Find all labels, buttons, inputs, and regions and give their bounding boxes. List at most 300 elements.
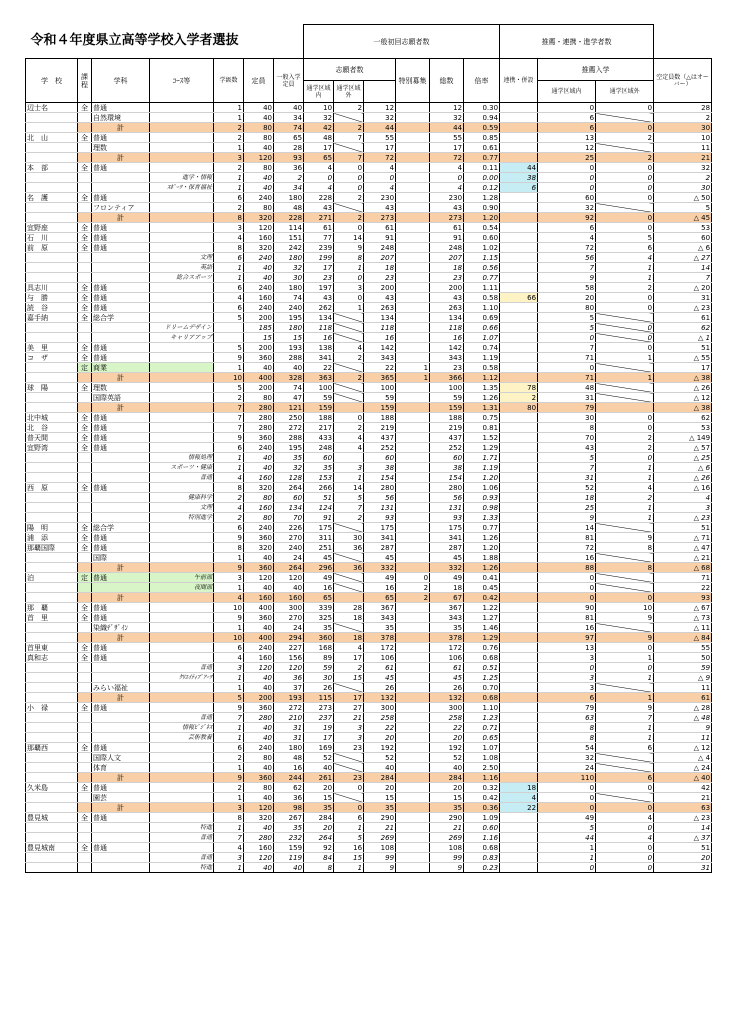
cell-subj bbox=[92, 183, 150, 193]
cell-spec bbox=[396, 343, 430, 353]
cell-a-sum: 284 bbox=[364, 773, 396, 783]
cell-spec bbox=[396, 203, 430, 213]
table-row bbox=[26, 723, 712, 733]
cell-cap: 80 bbox=[244, 163, 274, 173]
cell-a-in: 23 bbox=[304, 273, 334, 283]
cell-cap: 160 bbox=[244, 593, 274, 603]
cell-ratio: 0.68 bbox=[464, 653, 500, 663]
cell-a-sum: 12 bbox=[364, 103, 396, 113]
cell-renkei bbox=[500, 723, 538, 733]
cell-school: 那 覇 bbox=[26, 603, 78, 613]
cell-vac: 2 bbox=[654, 113, 712, 123]
cell-s-in: 5 bbox=[538, 323, 596, 333]
cell-s-out: 2 bbox=[596, 153, 654, 163]
cell-spec bbox=[396, 663, 430, 673]
cell-cls: 1 bbox=[214, 723, 244, 733]
cell-renkei: 2 bbox=[500, 393, 538, 403]
cell-cap: 80 bbox=[244, 493, 274, 503]
cell-s-in: 0 bbox=[538, 363, 596, 373]
cell-prog: 全 bbox=[78, 613, 92, 623]
cell-s-in: 0 bbox=[538, 663, 596, 673]
cell-vac: 14 bbox=[654, 263, 712, 273]
cell-gen: 232 bbox=[274, 833, 304, 843]
cell-s-out: 2 bbox=[596, 133, 654, 143]
cell-ratio: 0.66 bbox=[464, 323, 500, 333]
cell-a-out: 18 bbox=[334, 613, 364, 623]
cell-s-out: 6 bbox=[596, 743, 654, 753]
cell-school bbox=[26, 253, 78, 263]
cell-subj: 普通 bbox=[92, 423, 150, 433]
cell-s-in: 5 bbox=[538, 823, 596, 833]
cell-a-sum: 44 bbox=[364, 123, 396, 133]
cell-tot: 61 bbox=[430, 223, 464, 233]
cell-school bbox=[26, 393, 78, 403]
cell-renkei bbox=[500, 643, 538, 653]
cell-vac: 51 bbox=[654, 843, 712, 853]
cell-cls: 10 bbox=[214, 603, 244, 613]
cell-school: 辺士名 bbox=[26, 103, 78, 113]
table-row bbox=[26, 173, 712, 183]
cell-a-sum: 269 bbox=[364, 833, 396, 843]
cell-course bbox=[150, 783, 214, 793]
cell-a-sum: 106 bbox=[364, 653, 396, 663]
cell-course bbox=[150, 603, 214, 613]
col-suisen-in: 通学区域内 bbox=[538, 81, 596, 103]
cell-a-sum: 365 bbox=[364, 373, 396, 383]
cell-a-out: 28 bbox=[334, 603, 364, 613]
cell-school: 西 原 bbox=[26, 483, 78, 493]
cell-vac: 60 bbox=[654, 233, 712, 243]
cell-a-sum: 45 bbox=[364, 673, 396, 683]
cell-a-sum: 132 bbox=[364, 693, 396, 703]
table-row bbox=[26, 823, 712, 833]
cell-s-in: 48 bbox=[538, 383, 596, 393]
cell-cls: 1 bbox=[214, 263, 244, 273]
cell-renkei: 38 bbox=[500, 173, 538, 183]
cell-a-out: 30 bbox=[334, 533, 364, 543]
cell-subj: 普通 bbox=[92, 293, 150, 303]
cell-s-out bbox=[596, 203, 654, 213]
cell-s-in: 5 bbox=[538, 313, 596, 323]
cell-renkei bbox=[500, 573, 538, 583]
cell-a-out: 36 bbox=[334, 563, 364, 573]
cell-ratio: 1.07 bbox=[464, 743, 500, 753]
cell-course bbox=[150, 443, 214, 453]
cell-spec bbox=[396, 353, 430, 363]
cell-subj: 普通 bbox=[92, 843, 150, 853]
cell-gen: 272 bbox=[274, 423, 304, 433]
cell-a-out bbox=[334, 313, 364, 323]
cell-vac: △ 11 bbox=[654, 623, 712, 633]
cell-course bbox=[150, 643, 214, 653]
cell-a-in: 89 bbox=[304, 653, 334, 663]
cell-a-out: 3 bbox=[334, 723, 364, 733]
cell-spec bbox=[396, 643, 430, 653]
table-body bbox=[26, 103, 712, 873]
table-row bbox=[26, 103, 712, 113]
cell-a-in: 199 bbox=[304, 253, 334, 263]
cell-gen: 36 bbox=[274, 673, 304, 683]
cell-cap: 240 bbox=[244, 523, 274, 533]
cell-renkei bbox=[500, 333, 538, 343]
cell-gen: 264 bbox=[274, 483, 304, 493]
cell-s-out: 0 bbox=[596, 293, 654, 303]
cell-s-out: 8 bbox=[596, 563, 654, 573]
cell-prog bbox=[78, 763, 92, 773]
cell-renkei bbox=[500, 773, 538, 783]
cell-gen: 114 bbox=[274, 223, 304, 233]
cell-gen: 267 bbox=[274, 813, 304, 823]
cell-a-out: 2 bbox=[334, 513, 364, 523]
cell-subj bbox=[92, 493, 150, 503]
cell-course: スポーツ・健康 bbox=[150, 463, 214, 473]
table-row bbox=[26, 653, 712, 663]
general-group-header: 一般初回志願者数 bbox=[304, 25, 500, 59]
cell-cap: 400 bbox=[244, 373, 274, 383]
cell-subj: 国際 bbox=[92, 553, 150, 563]
cell-spec bbox=[396, 783, 430, 793]
table-row bbox=[26, 273, 712, 283]
cell-tot: 263 bbox=[430, 303, 464, 313]
cell-prog: 全 bbox=[78, 343, 92, 353]
cell-cls: 6 bbox=[214, 523, 244, 533]
cell-course bbox=[150, 763, 214, 773]
cell-course bbox=[150, 403, 214, 413]
cell-prog bbox=[78, 493, 92, 503]
cell-prog bbox=[78, 463, 92, 473]
cell-subj: 普通 bbox=[92, 613, 150, 623]
cell-tot: 43 bbox=[430, 293, 464, 303]
cell-a-sum: 378 bbox=[364, 633, 396, 643]
cell-tot: 99 bbox=[430, 853, 464, 863]
cell-school: 本 部 bbox=[26, 163, 78, 173]
cell-subj bbox=[92, 863, 150, 873]
cell-tot: 67 bbox=[430, 593, 464, 603]
table-row-total bbox=[26, 373, 712, 383]
cell-s-in: 3 bbox=[538, 653, 596, 663]
cell-cls: 6 bbox=[214, 303, 244, 313]
cell-course bbox=[150, 813, 214, 823]
cell-subj bbox=[92, 713, 150, 723]
cell-school bbox=[26, 463, 78, 473]
cell-s-out: 1 bbox=[596, 733, 654, 743]
cell-a-sum: 207 bbox=[364, 253, 396, 263]
cell-prog: 全 bbox=[78, 533, 92, 543]
cell-renkei bbox=[500, 763, 538, 773]
cell-renkei: 44 bbox=[500, 163, 538, 173]
cell-vac: 30 bbox=[654, 123, 712, 133]
cell-subj bbox=[92, 723, 150, 733]
cell-gen: 32 bbox=[274, 463, 304, 473]
table-row bbox=[26, 813, 712, 823]
cell-cls: 1 bbox=[214, 863, 244, 873]
cell-cap: 280 bbox=[244, 403, 274, 413]
cell-a-sum: 142 bbox=[364, 343, 396, 353]
cell-s-in: 30 bbox=[538, 413, 596, 423]
cell-tot: 59 bbox=[430, 393, 464, 403]
cell-prog bbox=[78, 273, 92, 283]
cell-gen: 60 bbox=[274, 493, 304, 503]
table-row bbox=[26, 543, 712, 553]
cell-subj: 普通 bbox=[92, 483, 150, 493]
cell-school bbox=[26, 633, 78, 643]
cell-tot: 0 bbox=[430, 173, 464, 183]
cell-spec bbox=[396, 173, 430, 183]
cell-s-in: 8 bbox=[538, 723, 596, 733]
cell-vac: △ 16 bbox=[654, 483, 712, 493]
cell-spec bbox=[396, 143, 430, 153]
cell-s-out: 0 bbox=[596, 183, 654, 193]
table-row-total bbox=[26, 633, 712, 643]
cell-s-in: 32 bbox=[538, 203, 596, 213]
cell-a-sum: 252 bbox=[364, 443, 396, 453]
cell-s-out: 0 bbox=[596, 213, 654, 223]
cell-vac: 61 bbox=[654, 313, 712, 323]
cell-prog bbox=[78, 453, 92, 463]
cell-vac: △ 23 bbox=[654, 813, 712, 823]
cell-cap: 120 bbox=[244, 853, 274, 863]
cell-renkei bbox=[500, 283, 538, 293]
table-row bbox=[26, 623, 712, 633]
cell-vac: △ 6 bbox=[654, 243, 712, 253]
cell-school bbox=[26, 673, 78, 683]
cell-gen: 193 bbox=[274, 693, 304, 703]
cell-prog: 全 bbox=[78, 313, 92, 323]
cell-spec bbox=[396, 293, 430, 303]
cell-ratio: 0.85 bbox=[464, 133, 500, 143]
cell-subj: 普通 bbox=[92, 233, 150, 243]
cell-a-in: 296 bbox=[304, 563, 334, 573]
cell-ratio: 0.68 bbox=[464, 693, 500, 703]
cell-tot: 32 bbox=[430, 113, 464, 123]
cell-spec bbox=[396, 333, 430, 343]
cell-ratio: 1.26 bbox=[464, 393, 500, 403]
cell-ratio: 0.36 bbox=[464, 803, 500, 813]
cell-course: 午前部 bbox=[150, 573, 214, 583]
cell-subj: 国際人文 bbox=[92, 753, 150, 763]
cell-prog bbox=[78, 623, 92, 633]
cell-cls: 5 bbox=[214, 343, 244, 353]
cell-cap: 120 bbox=[244, 153, 274, 163]
cell-s-in: 25 bbox=[538, 503, 596, 513]
table-row-total bbox=[26, 773, 712, 783]
cell-school: 普天間 bbox=[26, 433, 78, 443]
cell-cls: 8 bbox=[214, 243, 244, 253]
cell-school bbox=[26, 183, 78, 193]
cell-cap: 240 bbox=[244, 283, 274, 293]
cell-cap: 360 bbox=[244, 353, 274, 363]
cell-ratio: 0.45 bbox=[464, 583, 500, 593]
cell-a-sum: 200 bbox=[364, 283, 396, 293]
cell-vac: 51 bbox=[654, 343, 712, 353]
cell-a-out: 1 bbox=[334, 473, 364, 483]
cell-ratio: 0.74 bbox=[464, 343, 500, 353]
cell-s-in: 6 bbox=[538, 123, 596, 133]
cell-gen: 195 bbox=[274, 443, 304, 453]
cell-s-out: 1 bbox=[596, 503, 654, 513]
cell-spec bbox=[396, 803, 430, 813]
col-applicants: 志願者数 bbox=[304, 59, 396, 81]
cell-ratio: 0.54 bbox=[464, 223, 500, 233]
cell-vac: △ 1 bbox=[654, 333, 712, 343]
cell-vac: 31 bbox=[654, 863, 712, 873]
cell-spec bbox=[396, 753, 430, 763]
cell-tot: 18 bbox=[430, 263, 464, 273]
cell-cap: 80 bbox=[244, 513, 274, 523]
cell-a-in: 115 bbox=[304, 693, 334, 703]
cell-cls: 4 bbox=[214, 653, 244, 663]
cell-ratio: 0.51 bbox=[464, 663, 500, 673]
table-row bbox=[26, 643, 712, 653]
cell-renkei bbox=[500, 313, 538, 323]
cell-vac: 51 bbox=[654, 523, 712, 533]
cell-a-in: 65 bbox=[304, 593, 334, 603]
cell-a-sum: 219 bbox=[364, 423, 396, 433]
cell-a-in: 60 bbox=[304, 453, 334, 463]
cell-tot: 273 bbox=[430, 213, 464, 223]
col-classes: 学級数 bbox=[214, 59, 244, 103]
cell-tot: 367 bbox=[430, 603, 464, 613]
cell-subj: 普通 bbox=[92, 223, 150, 233]
cell-s-in: 110 bbox=[538, 773, 596, 783]
cell-vac: 93 bbox=[654, 593, 712, 603]
cell-ratio: 1.07 bbox=[464, 333, 500, 343]
cell-a-in: 35 bbox=[304, 803, 334, 813]
cell-school: 泊 bbox=[26, 573, 78, 583]
cell-s-out: 6 bbox=[596, 243, 654, 253]
cell-a-out: 0 bbox=[334, 223, 364, 233]
cell-prog: 全 bbox=[78, 293, 92, 303]
cell-course bbox=[150, 753, 214, 763]
cell-spec bbox=[396, 553, 430, 563]
cell-school: 宜野座 bbox=[26, 223, 78, 233]
cell-school: 前 原 bbox=[26, 243, 78, 253]
cell-a-in: 0 bbox=[304, 173, 334, 183]
cell-ratio: 1.20 bbox=[464, 473, 500, 483]
cell-cls: 8 bbox=[214, 543, 244, 553]
cell-renkei bbox=[500, 863, 538, 873]
cell-renkei bbox=[500, 353, 538, 363]
cell-ratio: 0.69 bbox=[464, 313, 500, 323]
cell-vac: △ 73 bbox=[654, 613, 712, 623]
cell-a-out bbox=[334, 553, 364, 563]
cell-s-in: 71 bbox=[538, 373, 596, 383]
col-total: 総数 bbox=[430, 59, 464, 103]
cell-cls bbox=[214, 323, 244, 333]
cell-spec bbox=[396, 683, 430, 693]
cell-cls: 9 bbox=[214, 703, 244, 713]
cell-gen: 74 bbox=[274, 293, 304, 303]
cell-s-in: 81 bbox=[538, 533, 596, 543]
cell-vac: △ 45 bbox=[654, 213, 712, 223]
cell-ratio: 0.81 bbox=[464, 423, 500, 433]
cell-a-sum: 188 bbox=[364, 413, 396, 423]
cell-renkei bbox=[500, 623, 538, 633]
cell-gen: 210 bbox=[274, 713, 304, 723]
cell-renkei bbox=[500, 593, 538, 603]
cell-a-out: 0 bbox=[334, 803, 364, 813]
cell-s-out: 2 bbox=[596, 283, 654, 293]
cell-spec bbox=[396, 303, 430, 313]
cell-school bbox=[26, 213, 78, 223]
cell-cap: 40 bbox=[244, 723, 274, 733]
cell-subj: 計 bbox=[92, 633, 150, 643]
table-row bbox=[26, 683, 712, 693]
cell-a-out bbox=[334, 143, 364, 153]
cell-gen: 70 bbox=[274, 513, 304, 523]
cell-a-in: 16 bbox=[304, 333, 334, 343]
cell-tot: 4 bbox=[430, 183, 464, 193]
cell-a-sum: 40 bbox=[364, 763, 396, 773]
cell-cap: 40 bbox=[244, 263, 274, 273]
cell-tot: 284 bbox=[430, 773, 464, 783]
cell-renkei bbox=[500, 613, 538, 623]
cell-tot: 188 bbox=[430, 413, 464, 423]
cell-renkei bbox=[500, 193, 538, 203]
cell-a-sum: 341 bbox=[364, 533, 396, 543]
cell-renkei bbox=[500, 713, 538, 723]
cell-cls: 10 bbox=[214, 373, 244, 383]
cell-tot: 38 bbox=[430, 463, 464, 473]
cell-spec bbox=[396, 443, 430, 453]
cell-spec: 2 bbox=[396, 583, 430, 593]
cell-subj bbox=[92, 663, 150, 673]
cell-a-in: 49 bbox=[304, 573, 334, 583]
cell-gen: 74 bbox=[274, 383, 304, 393]
cell-renkei bbox=[500, 843, 538, 853]
cell-cls: 1 bbox=[214, 143, 244, 153]
cell-ratio: 1.12 bbox=[464, 373, 500, 383]
cell-spec bbox=[396, 153, 430, 163]
cell-school bbox=[26, 583, 78, 593]
cell-ratio: 1.88 bbox=[464, 553, 500, 563]
cell-prog bbox=[78, 803, 92, 813]
cell-a-out: 0 bbox=[334, 783, 364, 793]
cell-ratio: 0.77 bbox=[464, 523, 500, 533]
cell-a-in: 92 bbox=[304, 843, 334, 853]
cell-tot: 26 bbox=[430, 683, 464, 693]
cell-ratio: 0.71 bbox=[464, 723, 500, 733]
cell-a-sum: 16 bbox=[364, 583, 396, 593]
cell-gen: 40 bbox=[274, 103, 304, 113]
cell-tot: 12 bbox=[430, 103, 464, 113]
cell-renkei bbox=[500, 733, 538, 743]
cell-cap: 40 bbox=[244, 733, 274, 743]
cell-course: ドリームデザイン bbox=[150, 323, 214, 333]
cell-subj bbox=[92, 323, 150, 333]
cell-school bbox=[26, 853, 78, 863]
cell-course bbox=[150, 393, 214, 403]
table-header bbox=[26, 25, 712, 103]
cell-spec bbox=[396, 423, 430, 433]
cell-cls: 1 bbox=[214, 173, 244, 183]
cell-renkei bbox=[500, 113, 538, 123]
cell-renkei bbox=[500, 143, 538, 153]
cell-school: 北中城 bbox=[26, 413, 78, 423]
cell-cap: 360 bbox=[244, 433, 274, 443]
cell-vac: 11 bbox=[654, 143, 712, 153]
cell-a-out: 2 bbox=[334, 193, 364, 203]
cell-gen: 16 bbox=[274, 763, 304, 773]
cell-s-in: 72 bbox=[538, 543, 596, 553]
cell-a-in: 17 bbox=[304, 733, 334, 743]
cell-cls: 7 bbox=[214, 423, 244, 433]
cell-school bbox=[26, 323, 78, 333]
cell-gen: 180 bbox=[274, 253, 304, 263]
cell-vac: 20 bbox=[654, 853, 712, 863]
cell-subj: 普通 bbox=[92, 533, 150, 543]
cell-tot: 258 bbox=[430, 713, 464, 723]
